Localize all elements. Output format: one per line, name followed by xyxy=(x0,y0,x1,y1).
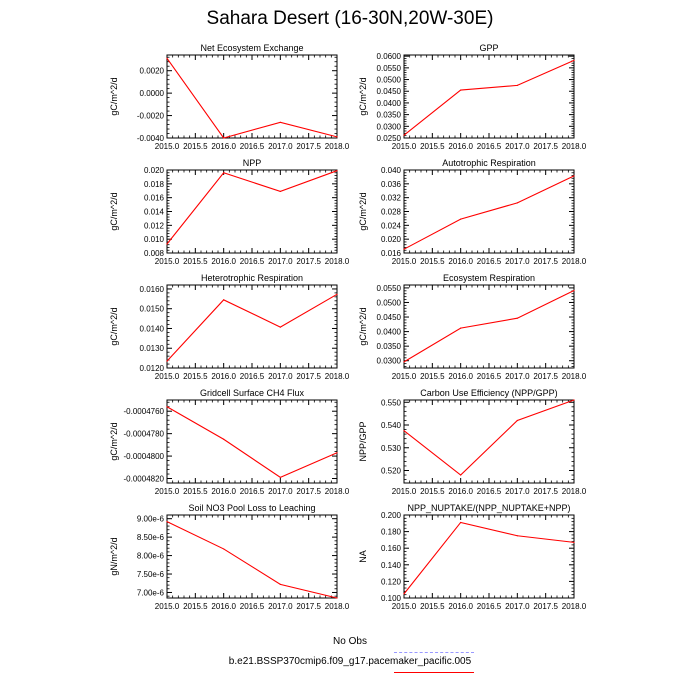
x-tick-label: 2017.0 xyxy=(268,257,293,266)
panel-10 xyxy=(358,503,587,611)
data-point xyxy=(336,294,337,295)
series-line xyxy=(404,522,574,593)
series-line xyxy=(167,171,337,244)
y-tick-label: -0.0004760 xyxy=(123,407,164,417)
y-tick-label: 0.520 xyxy=(380,466,401,476)
x-tick-label: 2016.5 xyxy=(239,372,265,381)
series-line xyxy=(404,291,574,362)
y-tick-label: 0.020 xyxy=(380,235,401,245)
x-tick-label: 2015.0 xyxy=(391,487,417,496)
x-tick-label: 2015.0 xyxy=(154,602,180,611)
x-tick-label: 2018.0 xyxy=(324,257,350,266)
x-tick-label: 2017.5 xyxy=(533,257,558,266)
x-tick-label: 2018.0 xyxy=(561,487,587,496)
data-point xyxy=(223,137,224,138)
x-tick-label: 2017.0 xyxy=(268,372,293,381)
plot-frame xyxy=(167,400,337,483)
data-point xyxy=(336,170,337,171)
y-tick-label: 0.0400 xyxy=(376,98,401,108)
legend-model-line xyxy=(394,672,474,673)
x-tick-label: 2017.0 xyxy=(505,602,530,611)
data-point xyxy=(460,219,461,220)
data-point xyxy=(573,60,574,61)
x-tick-label: 2018.0 xyxy=(324,602,350,611)
legend-model-label: b.e21.BSSP370cmip6.f09_g17.pacemaker_pacific.005 xyxy=(228,656,472,667)
data-point xyxy=(336,597,337,598)
x-tick-label: 2016.5 xyxy=(476,372,502,381)
x-tick-label: 2017.0 xyxy=(505,372,530,381)
series-line xyxy=(404,60,574,135)
legend-obs-label: No Obs xyxy=(333,636,367,647)
x-tick-label: 2015.5 xyxy=(420,142,445,151)
data-point xyxy=(166,360,167,361)
data-point xyxy=(223,439,224,440)
data-point xyxy=(166,58,167,59)
x-tick-label: 2015.5 xyxy=(183,142,208,151)
y-tick-label: 0.100 xyxy=(380,594,401,603)
plot-frame xyxy=(404,285,574,368)
y-tick-label: 0.0000 xyxy=(139,89,164,99)
series-line xyxy=(404,176,574,249)
x-tick-label: 2017.0 xyxy=(505,142,530,151)
data-point xyxy=(403,430,404,431)
panel-5 xyxy=(109,273,350,381)
x-tick-label: 2016.0 xyxy=(211,487,236,496)
y-tick-label: 0.0450 xyxy=(376,313,401,323)
data-point xyxy=(223,172,224,173)
x-tick-label: 2017.5 xyxy=(296,142,321,151)
plot-frame xyxy=(404,400,574,483)
x-tick-label: 2017.5 xyxy=(296,602,321,611)
y-tick-label: 8.50e-6 xyxy=(136,533,164,543)
y-tick-label: 0.010 xyxy=(143,235,164,245)
x-tick-label: 2016.0 xyxy=(448,257,473,266)
y-tick-label: 0.0350 xyxy=(376,110,401,120)
y-tick-label: 0.024 xyxy=(380,221,401,231)
series-line xyxy=(404,400,574,475)
y-tick-label: 0.550 xyxy=(380,398,401,408)
y-tick-label: 0.0120 xyxy=(139,364,164,373)
y-tick-label: 0.0600 xyxy=(376,52,401,62)
x-tick-label: 2015.0 xyxy=(391,257,417,266)
data-point xyxy=(460,522,461,523)
data-point xyxy=(336,136,337,137)
panel-1 xyxy=(109,43,350,151)
y-tick-label: 0.0020 xyxy=(139,66,164,76)
series-line xyxy=(167,58,337,138)
data-point xyxy=(280,326,281,327)
x-tick-label: 2016.5 xyxy=(476,257,502,266)
x-tick-label: 2017.0 xyxy=(268,602,293,611)
data-point xyxy=(223,299,224,300)
data-point xyxy=(166,406,167,407)
x-tick-label: 2015.0 xyxy=(391,602,417,611)
x-tick-label: 2015.0 xyxy=(391,142,417,151)
x-tick-label: 2015.5 xyxy=(420,372,445,381)
panel-6 xyxy=(358,273,587,381)
y-tick-label: 0.0300 xyxy=(376,122,401,132)
data-point xyxy=(403,249,404,250)
panel-3 xyxy=(109,158,350,266)
data-point xyxy=(280,477,281,478)
x-tick-label: 2016.5 xyxy=(239,602,265,611)
y-tick-label: 0.160 xyxy=(380,544,401,554)
x-tick-label: 2018.0 xyxy=(324,372,350,381)
y-axis-label: gC/m^2/d xyxy=(358,192,368,231)
y-tick-label: 0.008 xyxy=(143,249,164,258)
panel-title: NPP_NUPTAKE/(NPP_NUPTAKE+NPP) xyxy=(407,503,571,513)
x-tick-label: 2016.5 xyxy=(239,257,265,266)
x-tick-label: 2017.5 xyxy=(533,372,558,381)
data-point xyxy=(280,191,281,192)
x-tick-label: 2017.5 xyxy=(296,487,321,496)
data-point xyxy=(166,243,167,244)
panel-4 xyxy=(358,158,587,266)
panel-title: Net Ecosystem Exchange xyxy=(200,43,304,53)
data-point xyxy=(336,452,337,453)
data-point xyxy=(223,548,224,549)
x-tick-label: 2016.0 xyxy=(448,142,473,151)
y-axis-label: NA xyxy=(358,550,368,563)
panel-9 xyxy=(109,503,350,611)
x-tick-label: 2018.0 xyxy=(561,257,587,266)
figure-title: Sahara Desert (16-30N,20W-30E) xyxy=(206,8,494,29)
y-axis-label: gC/m^2/d xyxy=(109,422,119,461)
plot-frame xyxy=(167,285,337,368)
x-tick-label: 2018.0 xyxy=(324,487,350,496)
x-tick-label: 2015.5 xyxy=(183,602,208,611)
y-tick-label: 8.00e-6 xyxy=(136,551,164,561)
y-tick-label: 0.0160 xyxy=(139,284,164,294)
panel-8 xyxy=(358,388,587,496)
y-tick-label: 0.012 xyxy=(143,221,164,231)
legend-obs-line xyxy=(394,652,474,653)
x-tick-label: 2017.5 xyxy=(533,487,558,496)
x-tick-label: 2018.0 xyxy=(561,142,587,151)
panel-title: Gridcell Surface CH4 Flux xyxy=(199,388,305,398)
y-tick-label: 0.540 xyxy=(380,421,401,431)
y-axis-label: gC/m^2/d xyxy=(109,192,119,231)
panel-title: NPP xyxy=(242,158,262,168)
data-point xyxy=(517,202,518,203)
y-tick-label: 0.0450 xyxy=(376,87,401,97)
data-point xyxy=(280,584,281,585)
y-axis-label: gC/m^2/d xyxy=(109,77,119,116)
x-tick-label: 2015.5 xyxy=(420,602,445,611)
x-tick-label: 2017.0 xyxy=(268,487,293,496)
series-line xyxy=(167,522,337,598)
y-axis-label: gC/m^2/d xyxy=(358,307,368,346)
y-tick-label: 0.018 xyxy=(143,179,164,189)
x-tick-label: 2016.0 xyxy=(211,142,236,151)
plot-frame xyxy=(404,55,574,138)
panel-title: Ecosystem Respiration xyxy=(442,273,536,283)
data-point xyxy=(460,328,461,329)
x-tick-label: 2016.0 xyxy=(448,602,473,611)
y-tick-label: 0.0140 xyxy=(139,324,164,334)
data-point xyxy=(460,89,461,90)
x-tick-label: 2017.0 xyxy=(505,487,530,496)
y-tick-label: 0.0250 xyxy=(376,134,401,143)
data-point xyxy=(573,542,574,543)
y-tick-label: 7.00e-6 xyxy=(136,588,164,598)
y-tick-label: 0.120 xyxy=(380,577,401,587)
y-tick-label: 0.140 xyxy=(380,560,401,570)
y-tick-label: 0.016 xyxy=(380,249,401,258)
y-tick-label: 0.0350 xyxy=(376,342,401,352)
y-tick-label: -0.0004780 xyxy=(123,429,164,439)
x-tick-label: 2015.0 xyxy=(154,142,180,151)
x-tick-label: 2015.5 xyxy=(183,487,208,496)
data-point xyxy=(403,361,404,362)
data-point xyxy=(403,135,404,136)
data-point xyxy=(517,85,518,86)
x-tick-label: 2015.5 xyxy=(420,257,445,266)
x-tick-label: 2015.5 xyxy=(420,487,445,496)
y-tick-label: 0.200 xyxy=(380,511,401,520)
x-tick-label: 2017.0 xyxy=(505,257,530,266)
y-tick-label: 0.014 xyxy=(143,207,164,217)
data-point xyxy=(280,122,281,123)
series-line xyxy=(167,294,337,361)
x-tick-label: 2016.5 xyxy=(239,487,265,496)
x-tick-label: 2017.5 xyxy=(296,257,321,266)
x-tick-label: 2016.0 xyxy=(211,372,236,381)
y-tick-label: 0.530 xyxy=(380,443,401,453)
data-point xyxy=(573,290,574,291)
y-axis-label: NPP/GPP xyxy=(358,421,368,462)
x-tick-label: 2016.0 xyxy=(448,487,473,496)
x-tick-label: 2016.5 xyxy=(476,487,502,496)
y-tick-label: 0.028 xyxy=(380,207,401,217)
x-tick-label: 2015.0 xyxy=(154,487,180,496)
panel-title: Heterotrophic Respiration xyxy=(200,273,304,283)
x-tick-label: 2016.5 xyxy=(476,602,502,611)
x-tick-label: 2017.5 xyxy=(296,372,321,381)
x-tick-label: 2018.0 xyxy=(561,602,587,611)
panel-2 xyxy=(358,43,587,151)
panel-7 xyxy=(109,388,350,496)
data-point xyxy=(460,474,461,475)
plot-frame xyxy=(167,515,337,598)
x-tick-label: 2015.0 xyxy=(154,372,180,381)
y-tick-label: 0.0550 xyxy=(376,63,401,73)
x-tick-label: 2016.5 xyxy=(239,142,265,151)
y-tick-label: 0.040 xyxy=(380,166,401,175)
y-axis-label: gN/m^2/d xyxy=(109,537,119,576)
x-tick-label: 2016.0 xyxy=(448,372,473,381)
y-tick-label: 0.0400 xyxy=(376,327,401,337)
data-point xyxy=(573,175,574,176)
x-tick-label: 2018.0 xyxy=(324,142,350,151)
series-line xyxy=(167,407,337,478)
panel-title: Soil NO3 Pool Loss to Leaching xyxy=(188,503,316,513)
x-tick-label: 2017.0 xyxy=(268,142,293,151)
y-tick-label: -0.0004820 xyxy=(123,474,164,484)
plot-frame xyxy=(167,55,337,138)
panel-title: Autotrophic Respiration xyxy=(442,158,536,168)
plot-frame xyxy=(404,515,574,598)
x-tick-label: 2017.5 xyxy=(533,142,558,151)
x-tick-label: 2016.0 xyxy=(211,602,236,611)
y-axis-label: gC/m^2/d xyxy=(109,307,119,346)
y-tick-label: -0.0020 xyxy=(136,111,164,121)
data-point xyxy=(517,535,518,536)
x-tick-label: 2015.5 xyxy=(183,372,208,381)
y-tick-label: 0.0500 xyxy=(376,75,401,85)
x-tick-label: 2015.0 xyxy=(391,372,417,381)
y-tick-label: 0.016 xyxy=(143,193,164,203)
x-tick-label: 2015.5 xyxy=(183,257,208,266)
y-tick-label: 0.0550 xyxy=(376,283,401,293)
y-tick-label: 0.0500 xyxy=(376,298,401,308)
y-tick-label: 7.50e-6 xyxy=(136,570,164,580)
x-tick-label: 2017.5 xyxy=(533,602,558,611)
y-tick-label: 0.036 xyxy=(380,179,401,189)
data-point xyxy=(573,399,574,400)
data-point xyxy=(517,318,518,319)
y-tick-label: 0.0130 xyxy=(139,344,164,354)
data-point xyxy=(403,593,404,594)
y-tick-label: -0.0004800 xyxy=(123,452,164,462)
y-tick-label: 0.0150 xyxy=(139,304,164,314)
y-tick-label: 9.00e-6 xyxy=(136,514,164,524)
x-tick-label: 2016.0 xyxy=(211,257,236,266)
x-tick-label: 2015.0 xyxy=(154,257,180,266)
data-point xyxy=(517,420,518,421)
data-point xyxy=(166,521,167,522)
y-axis-label: gC/m^2/d xyxy=(358,77,368,116)
x-tick-label: 2016.5 xyxy=(476,142,502,151)
panel-title: GPP xyxy=(479,43,499,53)
y-tick-label: 0.0300 xyxy=(376,356,401,366)
y-tick-label: 0.032 xyxy=(380,193,401,203)
x-tick-label: 2018.0 xyxy=(561,372,587,381)
y-tick-label: 0.180 xyxy=(380,527,401,537)
y-tick-label: 0.020 xyxy=(143,166,164,175)
panel-title: Carbon Use Efficiency (NPP/GPP) xyxy=(420,388,558,398)
y-tick-label: -0.0040 xyxy=(136,134,164,143)
